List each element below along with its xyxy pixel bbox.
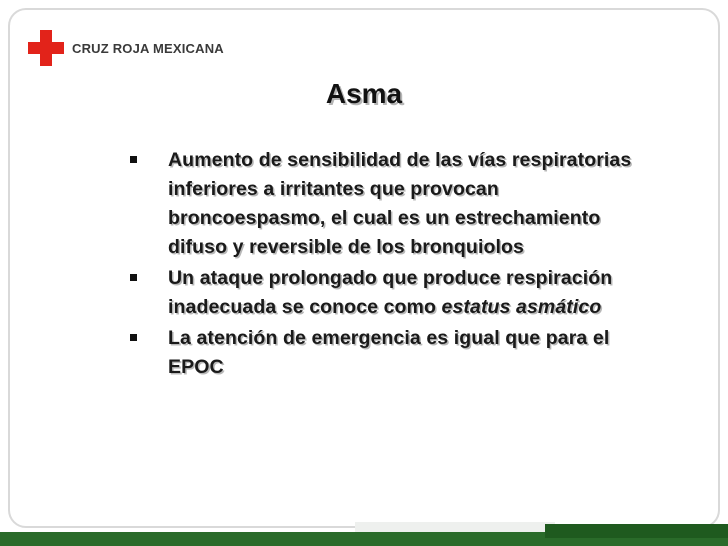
red-cross-icon — [28, 30, 64, 66]
cruz-roja-logo — [28, 28, 224, 68]
bullet-list — [130, 146, 650, 384]
bullet-item — [130, 264, 650, 322]
square-bullet-icon — [130, 156, 137, 163]
square-bullet-icon — [130, 274, 137, 281]
bullet-item — [130, 324, 650, 382]
bullet-text: Aumento de sensibilidad de las vías respiratorias inferiores a irritantes que provocan broncoespasmo, el cual es un estrechamiento difuso y reversible de los bronquiolos — [168, 149, 632, 258]
square-bullet-icon — [130, 334, 137, 341]
org-name: CRUZ ROJA MEXICANA — [72, 40, 224, 56]
footer-strip — [355, 522, 555, 532]
bullet-text: La atención de emergencia es igual que para el EPOC — [168, 327, 610, 378]
bullet-text — [168, 264, 650, 322]
bullet-text-italic: estatus asmático — [441, 296, 602, 318]
bullet-text-plain: Un ataque prolongado que produce respiración inadecuada se conoce como — [168, 267, 613, 318]
bullet-item — [130, 146, 650, 262]
slide-title: Asma — [325, 78, 403, 109]
footer-dark-band — [545, 524, 728, 538]
